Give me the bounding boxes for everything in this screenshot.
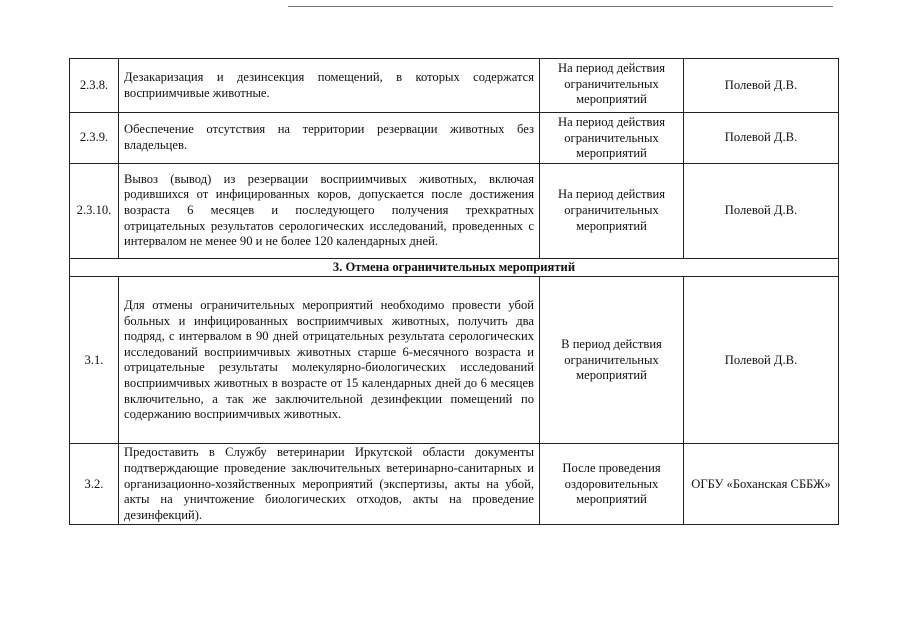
row-term: На период действия ограничительных мероприятий	[540, 163, 684, 258]
section-header-row	[70, 258, 839, 277]
row-description: Для отмены ограничительных мероприятий необходимо провести убой больных и инфицированных восприимчивых животных, получить два подряд, с интервалом в 90 дней отрицательных результата серологических исследований восприимчивых животных старше 6-месячного возраста и отрицательные результаты молекулярно-биологических исследований восприимчивых животных в возрасте от 15 календарных дней до 6 месяцев включительно, а так же заключительной дезинфекции помещений по содержанию восприимчивых животных.	[119, 277, 540, 444]
row-description: Предоставить в Службу ветеринарии Иркутской области документы подтверждающие проведение заключительных ветеринарно-санитарных и организационно-хозяйственных мероприятий (экспертизы, акты на убой, акты на уничтожение биологических отходов, акты на проведение дезинфекций).	[119, 444, 540, 525]
table-row	[70, 444, 839, 525]
row-term: На период действия ограничительных мероприятий	[540, 113, 684, 164]
section-title: 3. Отмена ограничительных мероприятий	[70, 258, 839, 277]
table-row	[70, 163, 839, 258]
table-row	[70, 59, 839, 113]
row-number: 2.3.10.	[70, 163, 119, 258]
row-term: В период действия ограничительных мероприятий	[540, 277, 684, 444]
row-responsible: Полевой Д.В.	[684, 163, 839, 258]
row-responsible: Полевой Д.В.	[684, 113, 839, 164]
row-description: Вывоз (вывод) из резервации восприимчивых животных, включая родившихся от инфицированных коров, допускается после достижения возраста 6 месяцев и последующего получения трехкратных отрицательных результатов серологических исследований, проведенных с интервалом не менее 90 и не более 120 календарных дней.	[119, 163, 540, 258]
table-row	[70, 113, 839, 164]
row-number: 3.1.	[70, 277, 119, 444]
row-number: 3.2.	[70, 444, 119, 525]
measures-table	[69, 58, 839, 525]
row-number: 2.3.9.	[70, 113, 119, 164]
row-responsible: Полевой Д.В.	[684, 277, 839, 444]
table-row	[70, 277, 839, 444]
row-responsible: Полевой Д.В.	[684, 59, 839, 113]
row-description: Дезакаризация и дезинсекция помещений, в которых содержатся восприимчивые животные.	[119, 59, 540, 113]
row-term: На период действия ограничительных мероприятий	[540, 59, 684, 113]
top-rule	[288, 6, 833, 7]
row-term: После проведения оздоровительных мероприятий	[540, 444, 684, 525]
row-responsible: ОГБУ «Боханская СББЖ»	[684, 444, 839, 525]
row-number: 2.3.8.	[70, 59, 119, 113]
row-description: Обеспечение отсутствия на территории резервации животных без владельцев.	[119, 113, 540, 164]
